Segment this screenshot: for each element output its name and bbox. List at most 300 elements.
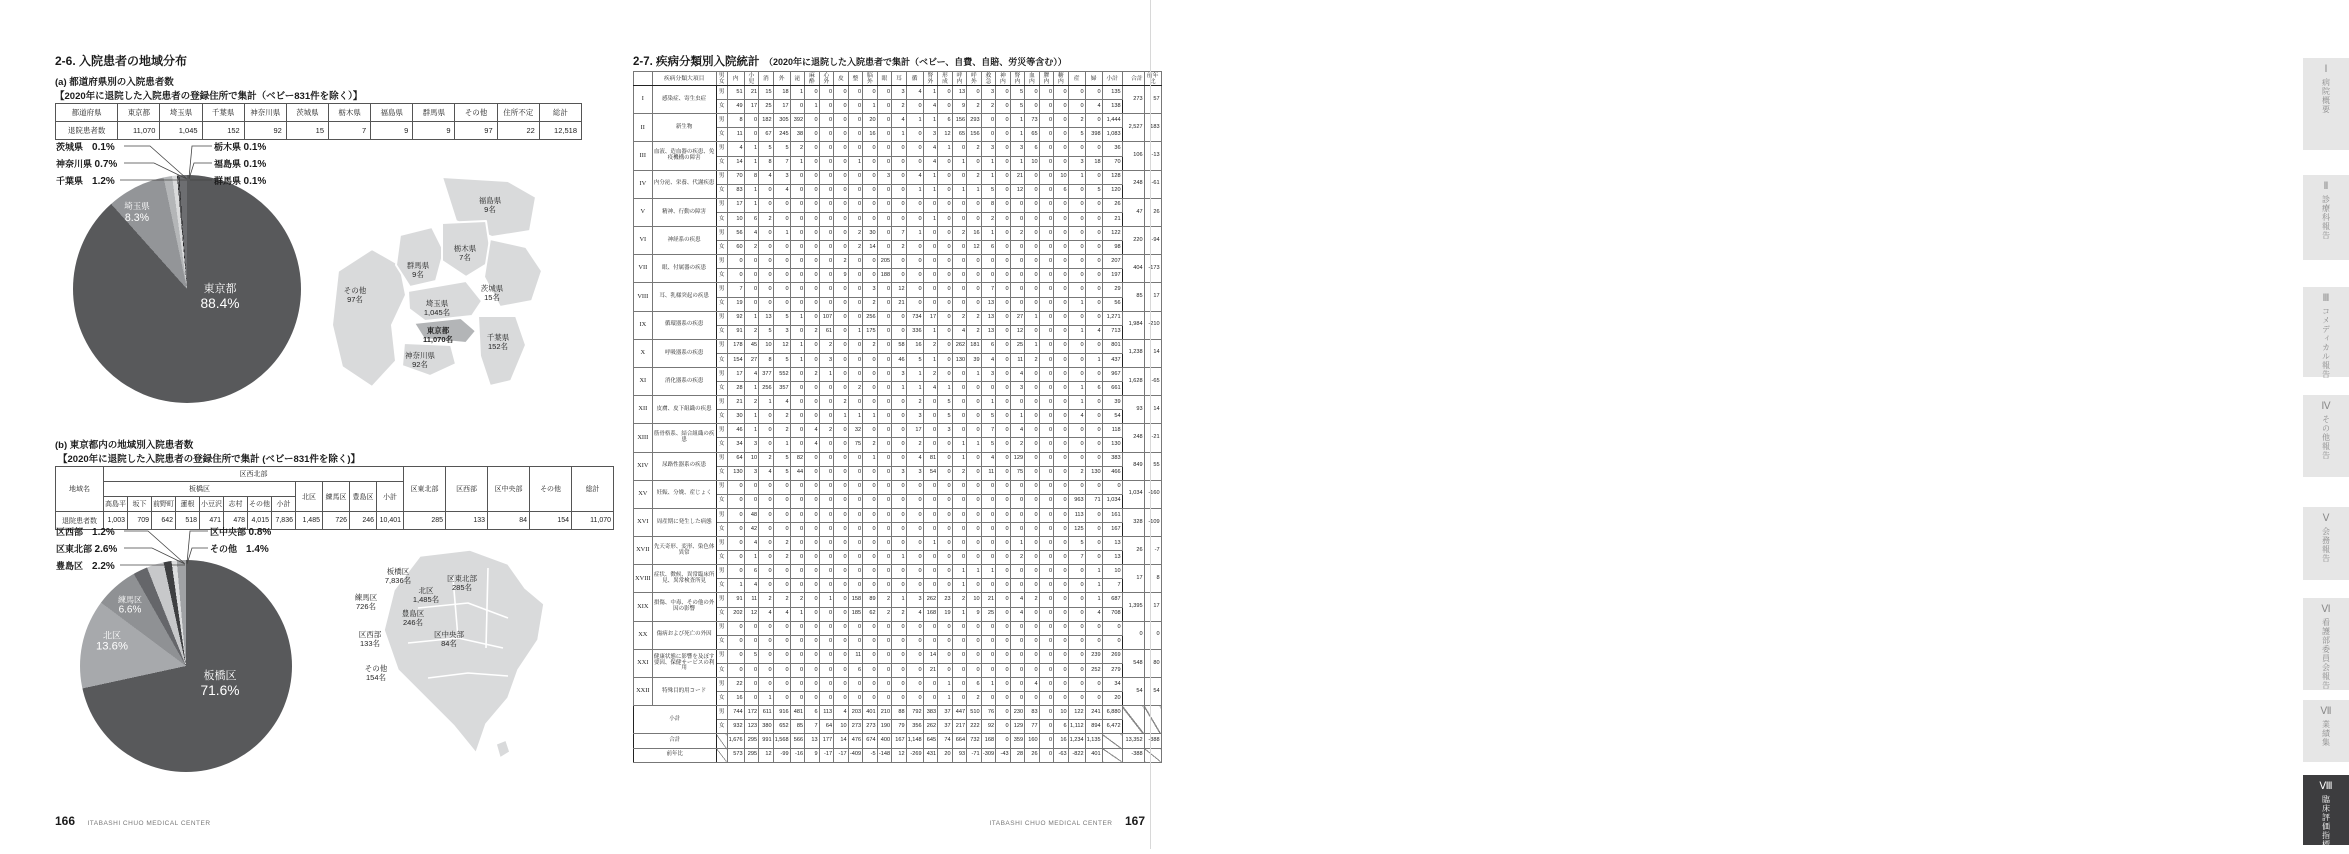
table-cell: 1 xyxy=(744,156,759,170)
table-cell: 4 xyxy=(744,537,759,551)
table-cell: 0 xyxy=(819,410,834,424)
table-cell: 0 xyxy=(848,114,863,128)
table-cell: 92 xyxy=(727,311,744,325)
table-cell: 0 xyxy=(773,283,790,297)
table-cell: 0 xyxy=(834,170,849,184)
table-cell: 0 xyxy=(1085,508,1102,522)
table-cell: 麻酔 xyxy=(805,72,820,86)
table-cell: III xyxy=(634,142,653,170)
map-label: その他 97名 xyxy=(343,286,367,304)
table-cell: 207 xyxy=(1102,255,1122,269)
table-cell: 疾病分類大項目 xyxy=(652,72,716,86)
table-cell: 0 xyxy=(996,678,1011,692)
table-cell: 0 xyxy=(877,396,892,410)
table-cell: 16 xyxy=(1054,734,1069,748)
table-cell: 6 xyxy=(1054,720,1069,734)
table-cell: その他 xyxy=(455,104,497,122)
disease-row xyxy=(634,593,1162,607)
table-cell: 0 xyxy=(1054,621,1069,635)
table-cell: 2 xyxy=(819,424,834,438)
table-cell: 26 xyxy=(1025,748,1040,762)
table-cell: その他 xyxy=(248,497,272,512)
table-cell: 1,568 xyxy=(773,734,790,748)
table-cell: -71 xyxy=(967,748,982,762)
table-cell: 0 xyxy=(1054,100,1069,114)
table-cell: 22 xyxy=(727,678,744,692)
disease-row xyxy=(634,170,1162,184)
sidebar-tab-8[interactable] xyxy=(2303,775,2349,849)
table-cell: 89 xyxy=(863,593,878,607)
table-cell: 0 xyxy=(863,466,878,480)
table-cell: 0 xyxy=(848,353,863,367)
table-cell: 14 xyxy=(1144,339,1161,367)
table-cell: 0 xyxy=(1039,367,1054,381)
sidebar-tab-5[interactable] xyxy=(2303,507,2349,580)
table-cell: 0 xyxy=(805,198,820,212)
table-cell: 1 xyxy=(1068,382,1085,396)
table-cell: 0 xyxy=(759,621,774,635)
table-cell: 0 xyxy=(805,86,820,100)
table-cell: 0 xyxy=(996,692,1011,706)
table-cell: 2 xyxy=(877,593,892,607)
table-cell: 0 xyxy=(996,170,1011,184)
table-cell: 1 xyxy=(1085,353,1102,367)
table-cell: 0 xyxy=(906,297,923,311)
table-cell: 0 xyxy=(848,692,863,706)
table-cell: 0 xyxy=(981,692,996,706)
table-cell: 1 xyxy=(744,382,759,396)
table-cell: 34 xyxy=(727,438,744,452)
table-cell: 1 xyxy=(952,184,967,198)
table-cell: 3 xyxy=(1068,156,1085,170)
table-cell: 0 xyxy=(1085,396,1102,410)
table-cell: 0 xyxy=(877,86,892,100)
table-cell: 0 xyxy=(1068,184,1085,198)
sidebar-tab-2[interactable] xyxy=(2303,175,2349,260)
table-cell: 1 xyxy=(952,565,967,579)
table-cell: 0 xyxy=(805,410,820,424)
table-cell: 2 xyxy=(848,382,863,396)
table-cell: 5 xyxy=(773,353,790,367)
table-cell: 383 xyxy=(1102,452,1122,466)
table-cell: 0 xyxy=(1054,649,1069,663)
table-cell: 皮膚、皮下組織の疾患 xyxy=(652,396,716,424)
table-cell: 0 xyxy=(759,551,774,565)
table-cell: 0 xyxy=(863,255,878,269)
table-cell: 0 xyxy=(996,184,1011,198)
table-cell: 福島県 xyxy=(371,104,413,122)
table-cell: 55 xyxy=(1144,452,1161,480)
table-cell: 1,034 xyxy=(1122,480,1144,508)
sidebar-tab-3[interactable] xyxy=(2303,287,2349,377)
sidebar-tab-4[interactable] xyxy=(2303,395,2349,477)
table-cell: 0 xyxy=(1039,241,1054,255)
table-cell: 男女 xyxy=(716,72,727,86)
table-cell: 0 xyxy=(1068,678,1085,692)
table-cell: 0 xyxy=(805,297,820,311)
table-cell: 0 xyxy=(1039,396,1054,410)
table-cell: 0 xyxy=(727,551,744,565)
table-cell: 0 xyxy=(877,353,892,367)
total-row xyxy=(634,734,1162,748)
table-cell: 0 xyxy=(834,382,849,396)
table-cell: 0 xyxy=(819,128,834,142)
table-cell: 0 xyxy=(790,241,805,255)
table-cell: 男 xyxy=(716,227,727,241)
map-label: 福島県 9名 xyxy=(478,196,502,214)
table-cell: 0 xyxy=(1085,241,1102,255)
table-cell: 168 xyxy=(981,734,996,748)
table-cell: 0 xyxy=(938,325,953,339)
table-cell: 38 xyxy=(790,128,805,142)
table-cell: 0 xyxy=(863,537,878,551)
table-cell: 婦 xyxy=(1085,72,1102,86)
page-number-left: 166 xyxy=(55,814,76,828)
table-cell: 3 xyxy=(877,170,892,184)
table-cell: 0 xyxy=(727,663,744,677)
table-cell: 1 xyxy=(805,100,820,114)
table-cell: 13 xyxy=(759,311,774,325)
table-cell: 8 xyxy=(744,170,759,184)
table-cell: 8 xyxy=(759,353,774,367)
table-cell: 273 xyxy=(863,720,878,734)
table-cell: 3 xyxy=(923,128,938,142)
table-cell: 0 xyxy=(834,551,849,565)
table-cell: 4 xyxy=(906,86,923,100)
table-cell: 2 xyxy=(923,367,938,381)
table-cell: -43 xyxy=(996,748,1011,762)
map-label: 北区 1,485名 xyxy=(412,586,440,604)
table-cell: 0 xyxy=(790,635,805,649)
table-cell: 0 xyxy=(848,170,863,184)
table-cell: 7 xyxy=(1068,551,1085,565)
table-cell: 17 xyxy=(727,367,744,381)
table-cell: 0 xyxy=(790,551,805,565)
table-cell: -388 xyxy=(1144,734,1161,748)
table-cell: 呼内 xyxy=(952,72,967,86)
table-cell: 0 xyxy=(744,663,759,677)
table-cell: 前年比 xyxy=(634,748,717,762)
table-cell: 0 xyxy=(1085,170,1102,184)
table-cell: 0 xyxy=(834,438,849,452)
table-cell: 0 xyxy=(805,255,820,269)
table-cell: 退院患者数 xyxy=(56,122,118,140)
table-cell: 0 xyxy=(967,494,982,508)
table-cell: 0 xyxy=(834,367,849,381)
table-cell: 0 xyxy=(1085,410,1102,424)
disease-row xyxy=(634,621,1162,635)
table-cell: 0 xyxy=(805,311,820,325)
table-cell: 0 xyxy=(981,255,996,269)
table-cell: 0 xyxy=(938,241,953,255)
pie-a-callout-gunma: 群馬県 0.1% xyxy=(214,176,267,187)
table-cell: 305 xyxy=(773,114,790,128)
table-cell: 4 xyxy=(1010,607,1025,621)
map-label: 群馬県 9名 xyxy=(406,261,430,279)
table-cell: 262 xyxy=(923,593,938,607)
table-cell: 573 xyxy=(727,748,744,762)
table-cell: 0 xyxy=(773,621,790,635)
table-cell: 男 xyxy=(716,255,727,269)
table-cell: 0 xyxy=(805,579,820,593)
table-cell: 救急 xyxy=(981,72,996,86)
table-cell: 0 xyxy=(1054,466,1069,480)
table-cell: 産 xyxy=(1068,72,1085,86)
map-label: 栃木県 7名 xyxy=(453,244,477,262)
table-cell: 呼吸器系の疾患 xyxy=(652,339,716,367)
disease-row xyxy=(634,508,1162,522)
sidebar-tab-1[interactable] xyxy=(2303,58,2349,150)
table-cell: 男 xyxy=(716,621,727,635)
table-cell: 0 xyxy=(1039,480,1054,494)
table-cell: 0 xyxy=(923,579,938,593)
table-cell: 0 xyxy=(967,649,982,663)
table-cell: 0 xyxy=(790,692,805,706)
table-cell: 0 xyxy=(1025,255,1040,269)
table-cell: 21 xyxy=(923,663,938,677)
table-cell: 220 xyxy=(1122,227,1144,255)
table-cell: 0 xyxy=(1039,269,1054,283)
table-cell: 0 xyxy=(759,579,774,593)
tab-roman-numeral: Ⅵ xyxy=(2321,604,2331,615)
table-cell: 0 xyxy=(996,466,1011,480)
table-cell: 0 xyxy=(790,367,805,381)
table-cell: 356 xyxy=(906,720,923,734)
table-cell: 小豆沢 xyxy=(200,497,224,512)
table-cell: 0 xyxy=(819,269,834,283)
table-cell: 0 xyxy=(1039,325,1054,339)
table-cell: 0 xyxy=(877,114,892,128)
table-cell: 13 xyxy=(1102,537,1122,551)
table-cell: 膠内 xyxy=(1039,72,1054,86)
table-cell: 0 xyxy=(996,621,1011,635)
table-cell: 0 xyxy=(805,142,820,156)
table-cell: 273 xyxy=(848,720,863,734)
table-cell: 15 xyxy=(286,122,328,140)
table-cell: 4 xyxy=(727,142,744,156)
table-cell: 健康状態に影響を及ぼす要因、保健サービスの利用 xyxy=(652,649,716,677)
table-cell: 3 xyxy=(981,86,996,100)
table-cell: 67 xyxy=(759,128,774,142)
table-cell: 0 xyxy=(759,227,774,241)
table-cell: 0 xyxy=(1068,635,1085,649)
table-cell: 0 xyxy=(923,198,938,212)
table-cell: 0 xyxy=(790,494,805,508)
table-cell: 区中央部 xyxy=(488,467,530,512)
table-cell: 1 xyxy=(952,607,967,621)
table-cell: 7 xyxy=(1102,579,1122,593)
table-cell: 妊娠、分娩、産じょく xyxy=(652,480,716,508)
table-cell: 0 xyxy=(996,100,1011,114)
table-cell: 0 xyxy=(1025,424,1040,438)
table-cell: 295 xyxy=(744,748,759,762)
table-cell: 93 xyxy=(952,748,967,762)
table-cell: 0 xyxy=(981,551,996,565)
table-cell: 359 xyxy=(1010,734,1025,748)
table-cell: 19 xyxy=(938,607,953,621)
table-cell: -16 xyxy=(790,748,805,762)
table-cell: 0 xyxy=(848,212,863,226)
table-cell: 0 xyxy=(790,621,805,635)
table-cell: 37 xyxy=(938,720,953,734)
table-cell: 1 xyxy=(1068,325,1085,339)
table-cell: 0 xyxy=(805,635,820,649)
table-cell: 0 xyxy=(1068,198,1085,212)
table-cell: 0 xyxy=(1068,311,1085,325)
table-cell: 256 xyxy=(759,382,774,396)
table-cell: 2 xyxy=(906,396,923,410)
table-cell: 5 xyxy=(938,396,953,410)
sidebar-tab-7[interactable] xyxy=(2303,700,2349,762)
table-cell: 0 xyxy=(805,565,820,579)
table-cell: 0 xyxy=(892,692,907,706)
table-cell: 2 xyxy=(892,241,907,255)
disease-row xyxy=(634,480,1162,494)
table-cell: 0 xyxy=(773,565,790,579)
table-cell: 0 xyxy=(848,184,863,198)
table-cell: 女 xyxy=(716,269,727,283)
disease-row xyxy=(634,678,1162,692)
table-cell: 1 xyxy=(967,184,982,198)
table-cell: 0 xyxy=(759,184,774,198)
table-cell: 1 xyxy=(923,325,938,339)
table-cell: 5 xyxy=(773,452,790,466)
table-cell: 17 xyxy=(744,100,759,114)
table-cell: 5 xyxy=(744,649,759,663)
table-cell: 0 xyxy=(952,297,967,311)
table-cell: 0 xyxy=(923,438,938,452)
table-cell: 0 xyxy=(819,382,834,396)
table-cell: 401 xyxy=(863,706,878,720)
table-cell: 0 xyxy=(759,494,774,508)
table-cell: 0 xyxy=(996,452,1011,466)
table-cell: 518 xyxy=(176,512,200,530)
table-cell: 0 xyxy=(727,494,744,508)
table-cell: 男 xyxy=(716,396,727,410)
table-cell: 1 xyxy=(790,339,805,353)
table-cell: 0 xyxy=(906,537,923,551)
table-cell: 2 xyxy=(773,424,790,438)
table-cell: 0 xyxy=(790,297,805,311)
table-cell: 2 xyxy=(952,227,967,241)
table-cell: 0 xyxy=(1102,621,1122,635)
table-cell: 269 xyxy=(1102,649,1122,663)
table-cell: 0 xyxy=(848,565,863,579)
table-cell: 256 xyxy=(863,311,878,325)
table-cell: 0 xyxy=(1085,212,1102,226)
table-cell: 792 xyxy=(906,706,923,720)
table-cell: 0 xyxy=(819,607,834,621)
table-cell: 0 xyxy=(923,523,938,537)
table-cell: 1 xyxy=(906,114,923,128)
table-cell: 0 xyxy=(923,241,938,255)
table-cell: 0 xyxy=(892,184,907,198)
table-cell: 0 xyxy=(1054,593,1069,607)
table-cell: 27 xyxy=(744,353,759,367)
table-cell: 0 xyxy=(759,635,774,649)
table-cell: 0 xyxy=(892,396,907,410)
table-cell: 0 xyxy=(1068,86,1085,100)
table-cell: 循環器系の疾患 xyxy=(652,311,716,339)
tab-roman-numeral: Ⅲ xyxy=(2322,293,2330,304)
table-cell: 0 xyxy=(1054,452,1069,466)
table-cell: 1 xyxy=(848,410,863,424)
table-cell: 0 xyxy=(1025,663,1040,677)
table-cell: 0 xyxy=(1025,692,1040,706)
table-cell: 0 xyxy=(938,537,953,551)
table-cell: 0 xyxy=(1010,649,1025,663)
table-cell: 蓮根 xyxy=(176,497,200,512)
table-cell: 1 xyxy=(1025,339,1040,353)
table-cell: 0 xyxy=(906,283,923,297)
table-cell: 0 xyxy=(996,269,1011,283)
table-cell: 0 xyxy=(759,663,774,677)
table-cell: 0 xyxy=(863,86,878,100)
table-cell: 0 xyxy=(1039,170,1054,184)
table-cell: 0 xyxy=(1068,212,1085,226)
table-cell: 0 xyxy=(906,551,923,565)
table-cell: 0 xyxy=(790,170,805,184)
table-cell: 0 xyxy=(1010,621,1025,635)
table-cell: 230 xyxy=(1010,706,1025,720)
table-cell: 0 xyxy=(1039,311,1054,325)
table-cell: 12 xyxy=(773,339,790,353)
table-cell: 0 xyxy=(1010,480,1025,494)
table-cell: 0 xyxy=(819,396,834,410)
table-cell: 栃木県 xyxy=(329,104,371,122)
table-cell: 0 xyxy=(834,649,849,663)
table-cell: 0 xyxy=(805,607,820,621)
table-cell: 0 xyxy=(938,297,953,311)
table-cell: 70 xyxy=(1102,156,1122,170)
table-cell: 0 xyxy=(996,367,1011,381)
table-cell: 1 xyxy=(923,212,938,226)
table-cell: 0 xyxy=(805,466,820,480)
table-cell: 2 xyxy=(819,339,834,353)
table-cell: 0 xyxy=(1054,692,1069,706)
table-cell: 9 xyxy=(371,122,413,140)
table-cell: XIX xyxy=(634,593,653,621)
table-cell: 0 xyxy=(906,678,923,692)
table-cell: 2 xyxy=(967,325,982,339)
table-cell: 0 xyxy=(996,241,1011,255)
table-cell: II xyxy=(634,114,653,142)
table-cell: 25 xyxy=(1010,339,1025,353)
table-cell: 0 xyxy=(773,678,790,692)
table-cell: 0 xyxy=(877,424,892,438)
table-cell: 183 xyxy=(1144,114,1161,142)
table-cell: 0 xyxy=(1025,184,1040,198)
table-cell: 4 xyxy=(1010,593,1025,607)
table-cell: 0 xyxy=(906,635,923,649)
table-cell: 0 xyxy=(996,339,1011,353)
table-cell: 1,628 xyxy=(1122,367,1144,395)
table-cell: 60 xyxy=(727,241,744,255)
table-cell: -13 xyxy=(1144,142,1161,170)
table-cell: 3 xyxy=(744,466,759,480)
table-cell: 12 xyxy=(759,748,774,762)
sidebar-tab-6[interactable] xyxy=(2303,598,2349,690)
table-cell: 0 xyxy=(819,142,834,156)
table-cell: 0 xyxy=(834,311,849,325)
table-cell: 6 xyxy=(981,339,996,353)
table-cell: 0 xyxy=(1085,537,1102,551)
table-cell: 130 xyxy=(727,466,744,480)
table-cell: 0 xyxy=(1010,297,1025,311)
table-cell: 0 xyxy=(938,508,953,522)
table-cell: 10 xyxy=(1054,170,1069,184)
table-cell: 248 xyxy=(1122,170,1144,198)
